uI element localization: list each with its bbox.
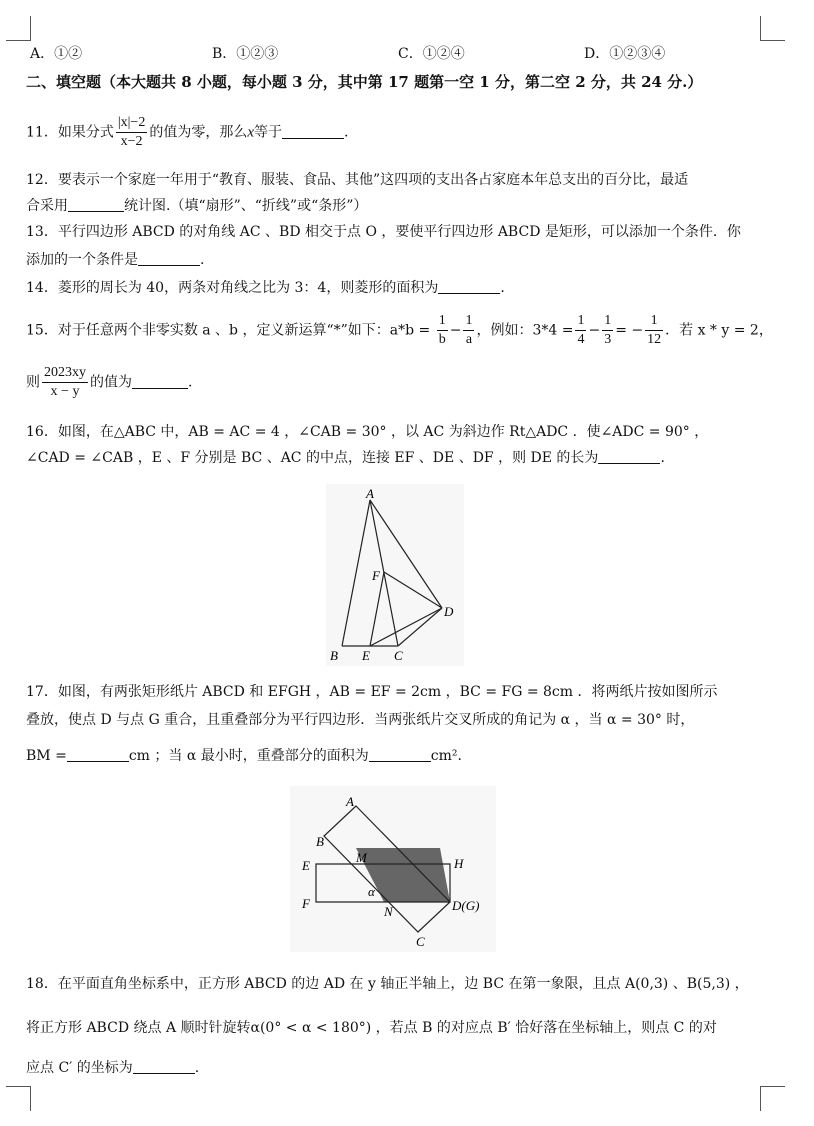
question-15-line1: [26, 312, 773, 349]
option-d: D．①②③④: [584, 46, 666, 62]
q15-eq: = −: [615, 322, 644, 339]
q15-line2b: 的值为: [90, 374, 132, 391]
q15-frac-1-12: [645, 312, 663, 349]
q12-line2a: 合采用: [26, 198, 68, 214]
figure-17: [290, 786, 496, 952]
q15-frac-1-a: [463, 312, 474, 349]
q11-end: .: [344, 124, 349, 141]
option-c: C．①②④: [398, 46, 465, 62]
option-a: A．①②: [30, 46, 83, 62]
q15-line2a: 则: [26, 374, 40, 391]
q15-frac-1-4: [575, 312, 586, 349]
q15-f4-num: 1: [602, 312, 613, 331]
question-17-line3: [26, 746, 462, 766]
question-12-line1: 12．要表示一个家庭一年用于“教育、服装、食品、其他”这四项的支出各占家庭本年总支出的百分比，最适: [26, 172, 689, 188]
label-n: N: [384, 904, 393, 919]
option-b: B．①②③: [212, 46, 279, 62]
q15-f2-den: a: [465, 332, 473, 347]
q15-part3: ．若 x * y = 2，: [665, 322, 773, 339]
seg-ef: [370, 572, 384, 646]
label-a: A: [346, 794, 354, 809]
q17-line3a: BM =: [26, 748, 67, 764]
q15-frac-1-3: [602, 312, 613, 349]
q15-f2-num: 1: [463, 312, 474, 331]
question-16-line1: 16．如图，在△ABC 中，AB = AC = 4 ，∠CAB = 30° ，以 AC 为斜边作 Rt△ADC ．使∠ADC = 90° ，: [26, 424, 709, 440]
question-11: [26, 114, 348, 151]
q11-post2: 等于: [254, 124, 283, 141]
label-dg: D(G): [452, 898, 480, 913]
q17-line3c: cm²: [430, 748, 458, 764]
crop-mark-bottom-right: [760, 1086, 785, 1111]
q11-answer-blank[interactable]: [282, 124, 344, 139]
q11-post: 的值为零，那么: [149, 124, 248, 141]
q15-f4-den: 3: [604, 332, 612, 347]
q15-f5-den: 12: [647, 332, 662, 347]
label-h: H: [454, 856, 464, 871]
question-18-line1: 18．在平面直角坐标系中，正方形 ABCD 的边 AD 在 y 轴正半轴上，边 BC 在第一象限，且点 A(0,3) 、B(5,3) ，: [26, 976, 749, 992]
q15-f3-den: 4: [577, 332, 585, 347]
label-c: C: [416, 934, 425, 949]
q14-answer-blank[interactable]: [438, 279, 500, 294]
seg-cd: [398, 608, 442, 646]
q17-answer-blank-2[interactable]: [369, 747, 431, 762]
label-a: A: [366, 486, 374, 501]
question-18-line3: [26, 1058, 199, 1078]
q15-frac-1-b: [437, 312, 448, 349]
q15-answer-blank[interactable]: [132, 374, 188, 389]
seg-df: [384, 572, 442, 608]
q11-numerator: |x|−2: [116, 114, 148, 133]
q14-end: .: [500, 280, 505, 296]
question-18-line2: 将正方形 ABCD 绕点 A 顺时针旋转α(0° < α < 180°) ，若点 B 的对应点 B′ 恰好落在坐标轴上，则点 C 的对: [26, 1020, 717, 1036]
crop-mark-top-left: [6, 16, 31, 41]
crop-mark-bottom-left: [6, 1086, 31, 1111]
q17-line3b: cm ；当 α 最小时，重叠部分的面积为: [128, 748, 369, 764]
q15-part1: 15．对于任意两个非零实数 a 、b ，定义新运算“*”如下：a*b =: [26, 322, 431, 339]
figure-16-svg: [326, 484, 464, 666]
q11-pre: 11．如果分式: [26, 124, 114, 141]
q17-answer-blank-1[interactable]: [67, 747, 129, 762]
q12-line2b: 统计图.（填“扇形”、“折线”或“条形”）: [124, 198, 368, 214]
q18-end: .: [194, 1060, 200, 1076]
figure-17-svg: [290, 786, 496, 952]
q15-f5-num: 1: [645, 312, 663, 331]
question-14: [26, 278, 505, 298]
q15-f6-den: x − y: [50, 384, 80, 399]
seg-de: [370, 608, 442, 646]
q15-minus-2: −: [588, 322, 601, 339]
question-12-line2: [26, 196, 367, 216]
label-d: D: [444, 604, 454, 619]
label-e: E: [302, 858, 310, 873]
q15-minus-1: −: [449, 322, 462, 339]
q16-end: .: [660, 450, 665, 466]
q13-line2a: 添加的一个条件是: [26, 252, 138, 268]
label-c: C: [394, 648, 403, 663]
section-title: 二、填空题（本大题共 8 小题，每小题 3 分，其中第 17 题第一空 1 分，第二空 2 分，共 24 分.）: [26, 73, 703, 91]
q16-answer-blank[interactable]: [598, 449, 660, 464]
crop-mark-top-right: [760, 16, 785, 41]
label-m: M: [356, 850, 367, 865]
q13-end: .: [200, 252, 205, 268]
label-f: F: [372, 568, 380, 583]
label-b: B: [330, 648, 338, 663]
seg-ab: [342, 500, 370, 646]
question-17-line1: 17．如图，有两张矩形纸片 ABCD 和 EFGH ，AB = EF = 2cm ，BC = FG = 8cm ．将两纸片按如图所示: [26, 684, 718, 700]
q18-answer-blank[interactable]: [133, 1059, 195, 1074]
question-13-line2: [26, 250, 204, 270]
q17-end: .: [457, 748, 462, 764]
q12-answer-blank[interactable]: [68, 197, 124, 212]
question-15-line2: [26, 364, 192, 401]
q11-denominator: x−2: [120, 134, 143, 149]
q11-var: x: [247, 124, 255, 141]
q16-line2: ∠CAD = ∠CAB ，E 、F 分别是 BC 、AC 的中点，连接 EF 、DE 、DF ，则 DE 的长为: [26, 450, 599, 466]
q11-fraction: [116, 114, 148, 151]
q15-f3-num: 1: [575, 312, 586, 331]
q15-f6-num: 2023xy: [42, 364, 88, 383]
question-13-line1: 13．平行四边形 ABCD 的对角线 AC 、BD 相交于点 O ，要使平行四边形 ABCD 是矩形，可以添加一个条件．你: [26, 224, 741, 240]
q15-f1-den: b: [438, 332, 446, 347]
label-f: F: [302, 896, 310, 911]
q14-text: 14．菱形的周长为 40，两条对角线之比为 3：4，则菱形的面积为: [26, 280, 439, 296]
figure-16: [326, 484, 464, 666]
q15-part2: ，例如：3*4 =: [476, 322, 574, 339]
q15-f1-num: 1: [437, 312, 448, 331]
q15-frac-expr: [42, 364, 88, 401]
question-17-line2: 叠放，使点 D 与点 G 重合，且重叠部分为平行四边形．当两张纸片交叉所成的角记为 α ，当 α = 30° 时，: [26, 712, 695, 728]
question-16-line2: [26, 448, 665, 468]
q18-line3a: 应点 C′ 的坐标为: [26, 1060, 133, 1076]
label-b: B: [316, 834, 324, 849]
label-alpha: α: [368, 884, 375, 899]
q15-end: .: [188, 374, 193, 391]
q13-answer-blank[interactable]: [138, 251, 200, 266]
label-e: E: [362, 648, 370, 663]
